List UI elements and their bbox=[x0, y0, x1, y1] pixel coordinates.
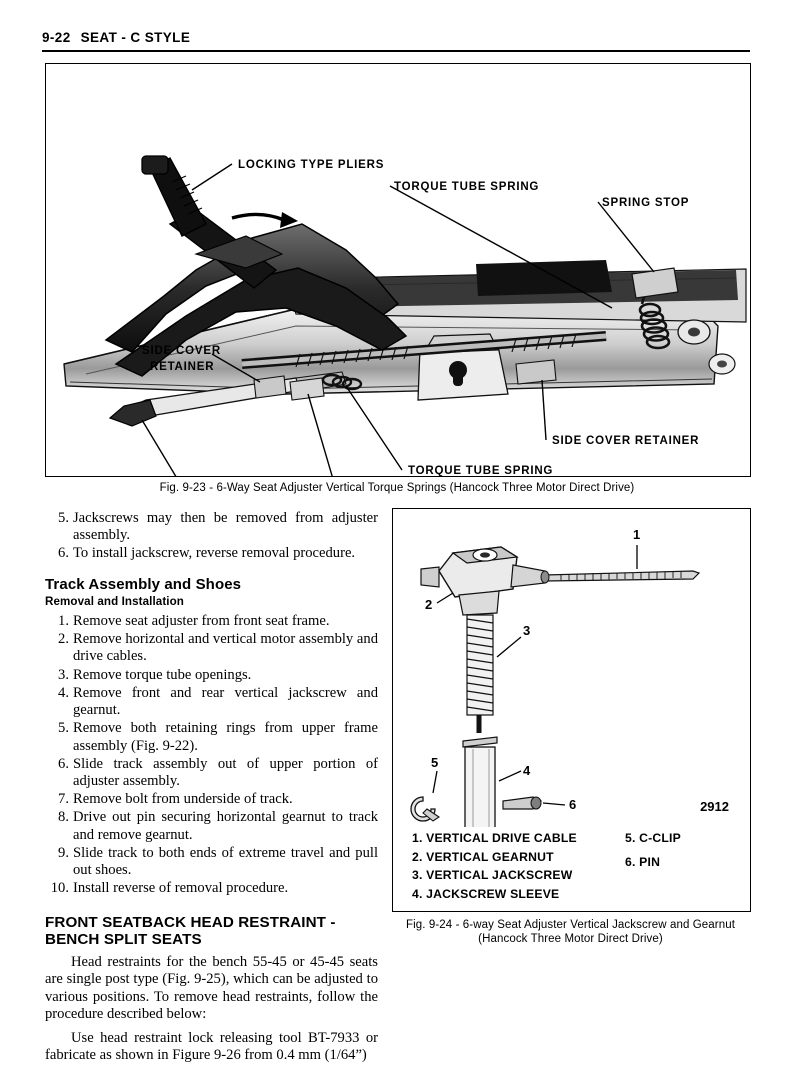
list-number: 3. bbox=[58, 666, 69, 683]
legend-item: 2. VERTICAL GEARNUT bbox=[412, 849, 554, 864]
vertical-jackscrew bbox=[467, 615, 493, 733]
list-item bbox=[45, 685, 378, 719]
paragraph: Use head restraint lock releasing tool BT-7933 or fabricate as shown in Figure 9-26 from 0.4 mm (1/64”) bbox=[45, 1029, 378, 1064]
figure-9-24-legend bbox=[393, 827, 750, 911]
list-number: 8. bbox=[58, 809, 69, 826]
list-text: Jackscrews may then be removed from adjuster assembly. bbox=[73, 510, 378, 544]
legend-item: 5. C-CLIP bbox=[625, 831, 681, 845]
list-item bbox=[45, 613, 378, 630]
list-number: 6. bbox=[58, 545, 69, 562]
section-heading: Track Assembly and Shoes bbox=[45, 575, 242, 593]
callout-number-3: 3 bbox=[523, 623, 531, 638]
list-text: Slide track to both ends of extreme travel and pull out shoes. bbox=[73, 844, 378, 879]
figure-9-24 bbox=[392, 508, 751, 912]
spring-stop-left bbox=[290, 378, 324, 400]
list-number: 9. bbox=[58, 844, 69, 861]
list-text: Remove both retaining rings from upper frame assembly (Fig. 9-22). bbox=[73, 720, 378, 754]
legend-item: 6. PIN bbox=[625, 854, 661, 869]
jackscrew-sleeve bbox=[463, 737, 497, 827]
list-item bbox=[45, 845, 378, 879]
list-item bbox=[45, 809, 378, 843]
page-number: 9-22 bbox=[42, 30, 71, 45]
side-cover-retainer-left bbox=[254, 376, 286, 398]
page-title: SEAT - C STYLE bbox=[80, 30, 191, 45]
list-item bbox=[45, 791, 378, 808]
callout-torque-tube-spring-top: TORQUE TUBE SPRING bbox=[394, 181, 540, 193]
callout-spring-stop-top: SPRING STOP bbox=[602, 197, 690, 209]
procedure-steps-list bbox=[45, 613, 378, 898]
list-text: To install jackscrew, reverse removal procedure. bbox=[73, 545, 356, 562]
legend-item: 1. VERTICAL DRIVE CABLE bbox=[412, 831, 577, 845]
list-item bbox=[45, 631, 378, 665]
list-number: 2. bbox=[58, 631, 69, 648]
list-number: 5. bbox=[58, 510, 69, 526]
list-text: Slide track assembly out of upper portion of adjuster assembly. bbox=[73, 755, 378, 789]
callout-number-6: 6 bbox=[569, 797, 577, 812]
list-text: Remove horizontal and vertical motor assembly and drive cables. bbox=[73, 631, 378, 665]
list-item bbox=[45, 720, 378, 754]
callout-number-1: 1 bbox=[633, 527, 641, 542]
legend-item: 4. JACKSCREW SLEEVE bbox=[412, 886, 560, 901]
figure-9-24-caption: Fig. 9-24 - 6-way Seat Adjuster Vertical Jackscrew and Gearnut (Hancock Three Motor Direct Drive) bbox=[406, 919, 735, 946]
list-item bbox=[45, 880, 378, 897]
figure-9-23-caption: Fig. 9-23 - 6-Way Seat Adjuster Vertical Torque Springs (Hancock Three Motor Direct Drive) bbox=[159, 482, 635, 494]
legend-item: 3. VERTICAL JACKSCREW bbox=[412, 868, 573, 883]
paragraph: Head restraints for the bench 55-45 or 45-45 seats are single post type (Fig. 9-25), which can be adjusted to various positions. To remove head restraints, follow the procedure described below: bbox=[45, 953, 378, 1023]
list-text: Drive out pin securing horizontal gearnut to track and remove gearnut. bbox=[73, 809, 378, 843]
callout-side-cover-retainer: SIDE COVER RETAINER bbox=[552, 435, 700, 447]
continued-steps-list bbox=[45, 510, 378, 563]
list-number: 4. bbox=[58, 684, 69, 701]
list-text: Remove bolt from underside of track. bbox=[73, 791, 293, 808]
list-number: 6. bbox=[58, 755, 69, 772]
spring-stop-right bbox=[632, 268, 678, 298]
left-text-column bbox=[45, 510, 378, 1065]
figure-9-23 bbox=[45, 63, 751, 477]
list-number: 1. bbox=[58, 613, 69, 630]
list-number: 10. bbox=[50, 880, 69, 897]
callout-locking-type-pliers: LOCKING TYPE PLIERS bbox=[238, 159, 385, 171]
list-text: Install reverse of removal procedure. bbox=[73, 880, 289, 897]
list-item bbox=[45, 667, 378, 684]
list-text: Remove front and rear vertical jackscrew and gearnut. bbox=[73, 684, 378, 719]
header-divider bbox=[42, 50, 750, 52]
page-header bbox=[42, 30, 750, 45]
list-item bbox=[45, 545, 378, 562]
list-item bbox=[45, 756, 378, 790]
callout-torque-tube-spring-bottom: TORQUE TUBE SPRING bbox=[408, 465, 554, 476]
list-text: Remove torque tube openings. bbox=[73, 666, 252, 683]
list-item bbox=[45, 510, 378, 544]
sub-heading: Removal and Installation bbox=[45, 595, 184, 609]
list-number: 7. bbox=[58, 791, 69, 808]
callout-number-4: 4 bbox=[523, 763, 531, 778]
callout-side-cover: SIDE COVER bbox=[142, 345, 221, 357]
callout-number-5: 5 bbox=[431, 755, 439, 770]
side-cover-retainer-right bbox=[516, 360, 556, 384]
callout-retainer: RETAINER bbox=[150, 361, 215, 373]
callout-number-2: 2 bbox=[425, 597, 433, 612]
figure-id-2912: 2912 bbox=[700, 799, 729, 814]
list-text: Remove seat adjuster from front seat frame. bbox=[73, 613, 330, 630]
major-section-heading: FRONT SEATBACK HEAD RESTRAINT - BENCH SPLIT SEATS bbox=[45, 913, 336, 948]
list-number: 5. bbox=[58, 720, 69, 737]
